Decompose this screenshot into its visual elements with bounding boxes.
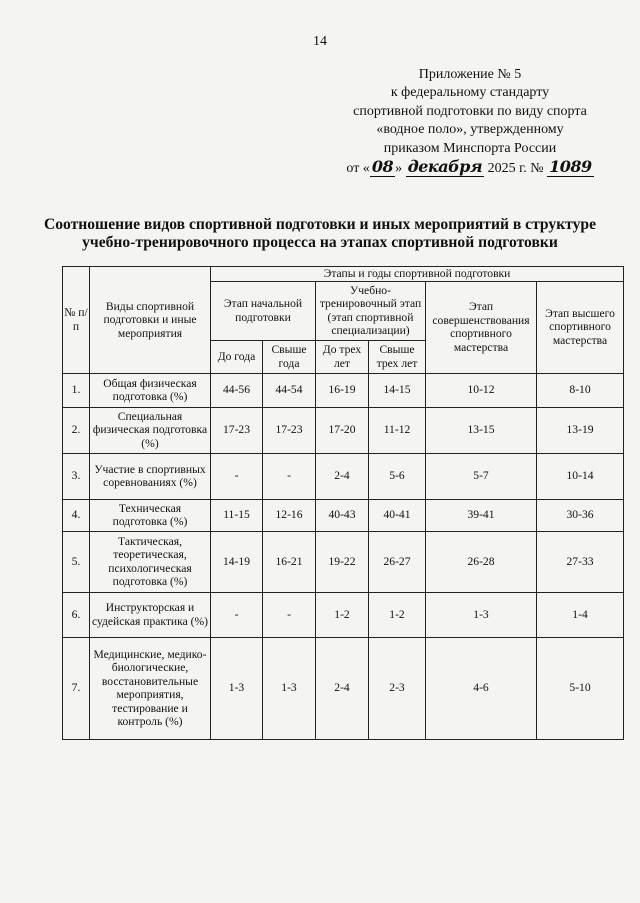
- header-stage-training: Учебно-тренировочный этап (этап спортивной специализации): [316, 281, 426, 340]
- cell-value: 1-2: [369, 592, 426, 637]
- cell-value: 44-56: [211, 373, 263, 407]
- cell-value: 1-3: [211, 637, 263, 739]
- cell-value: 17-20: [316, 407, 369, 453]
- cell-value: -: [211, 592, 263, 637]
- cell-value: 2-4: [316, 453, 369, 499]
- table-row: [63, 592, 624, 637]
- cell-value: -: [263, 592, 316, 637]
- header-number: № п/п: [63, 267, 90, 374]
- table-row: [63, 407, 624, 453]
- cell-value: 14-19: [211, 531, 263, 592]
- cell-value: 27-33: [537, 531, 624, 592]
- page-number: 14: [313, 34, 327, 49]
- subheader-upto-3-years: До трех лет: [316, 340, 369, 373]
- row-number: 6.: [63, 592, 90, 637]
- cell-value: 2-4: [316, 637, 369, 739]
- row-name: Общая физическая подготовка (%): [90, 373, 211, 407]
- row-number: 2.: [63, 407, 90, 453]
- header-stage-improvement: Этап совершенствования спортивного мастерства: [426, 281, 537, 373]
- cell-value: 10-14: [537, 453, 624, 499]
- row-name: Тактическая, теоретическая, психологическая подготовка (%): [90, 531, 211, 592]
- cell-value: 1-3: [426, 592, 537, 637]
- cell-value: 12-16: [263, 499, 316, 531]
- cell-value: 1-4: [537, 592, 624, 637]
- row-number: 5.: [63, 531, 90, 592]
- row-name: Техническая подготовка (%): [90, 499, 211, 531]
- training-ratio-table: [62, 266, 624, 740]
- cell-value: -: [211, 453, 263, 499]
- title-line-1: Соотношение видов спортивной подготовки и иных мероприятий в структуре: [43, 216, 597, 233]
- appendix-line-5: приказом Минспорта России: [383, 140, 557, 156]
- cell-value: 26-27: [369, 531, 426, 592]
- cell-value: 44-54: [263, 373, 316, 407]
- appendix-line-3: спортивной подготовки по виду спорта: [353, 103, 587, 119]
- header-stage-highest: Этап высшего спортивного мастерства: [537, 281, 624, 373]
- header-stage-initial: Этап начальной подготовки: [211, 281, 316, 340]
- table-row: [63, 453, 624, 499]
- appendix-line-1: Приложение № 5: [418, 67, 522, 82]
- cell-value: 2-3: [369, 637, 426, 739]
- subheader-over-3-years: Свыше трех лет: [369, 340, 426, 373]
- cell-value: 16-21: [263, 531, 316, 592]
- cell-value: 11-12: [369, 407, 426, 453]
- appendix-line-4: «водное поло», утвержденному: [376, 122, 564, 138]
- cell-value: 40-41: [369, 499, 426, 531]
- order-number: 1089: [549, 157, 592, 177]
- title-line-2: учебно-тренировочного процесса на этапах спортивной подготовки: [82, 234, 558, 251]
- cell-value: 39-41: [426, 499, 537, 531]
- cell-value: 10-12: [426, 373, 537, 407]
- cell-value: 14-15: [369, 373, 426, 407]
- cell-value: 26-28: [426, 531, 537, 592]
- order-quote-close: »: [395, 161, 403, 177]
- subheader-upto-year: До года: [211, 340, 263, 373]
- cell-value: 5-10: [537, 637, 624, 739]
- cell-value: 5-6: [369, 453, 426, 499]
- cell-value: 13-19: [537, 407, 624, 453]
- row-name: Инструкторская и судейская практика (%): [90, 592, 211, 637]
- cell-value: 17-23: [211, 407, 263, 453]
- table-row: [63, 373, 624, 407]
- header-stages: Этапы и годы спортивной подготовки: [211, 267, 624, 282]
- cell-value: 1-3: [263, 637, 316, 739]
- row-name: Медицинские, медико-биологические, восстановительные мероприятия, тестирование и контроль (%): [90, 637, 211, 739]
- order-month: декабря: [407, 157, 483, 177]
- cell-value: 1-2: [316, 592, 369, 637]
- table-row: [63, 531, 624, 592]
- cell-value: 8-10: [537, 373, 624, 407]
- cell-value: 13-15: [426, 407, 537, 453]
- row-number: 1.: [63, 373, 90, 407]
- order-day: 08: [371, 157, 394, 177]
- cell-value: 4-6: [426, 637, 537, 739]
- appendix-block: [330, 66, 610, 178]
- row-name: Специальная физическая подготовка (%): [90, 407, 211, 453]
- row-number: 4.: [63, 499, 90, 531]
- cell-value: -: [263, 453, 316, 499]
- subheader-over-year: Свыше года: [263, 340, 316, 373]
- row-number: 7.: [63, 637, 90, 739]
- appendix-line-2: к федеральному стандарту: [390, 85, 550, 101]
- table-row: [63, 499, 624, 531]
- row-number: 3.: [63, 453, 90, 499]
- order-year: 2025 г. №: [487, 161, 544, 177]
- cell-value: 16-19: [316, 373, 369, 407]
- header-kinds: Виды спортивной подготовки и иные мероприятия: [90, 267, 211, 374]
- cell-value: 19-22: [316, 531, 369, 592]
- cell-value: 17-23: [263, 407, 316, 453]
- cell-value: 11-15: [211, 499, 263, 531]
- order-date-line: [330, 158, 610, 178]
- cell-value: 40-43: [316, 499, 369, 531]
- cell-value: 5-7: [426, 453, 537, 499]
- order-from-prefix: от «: [346, 161, 370, 177]
- table-row: [63, 637, 624, 739]
- document-title: [40, 216, 600, 252]
- cell-value: 30-36: [537, 499, 624, 531]
- row-name: Участие в спортивных соревнованиях (%): [90, 453, 211, 499]
